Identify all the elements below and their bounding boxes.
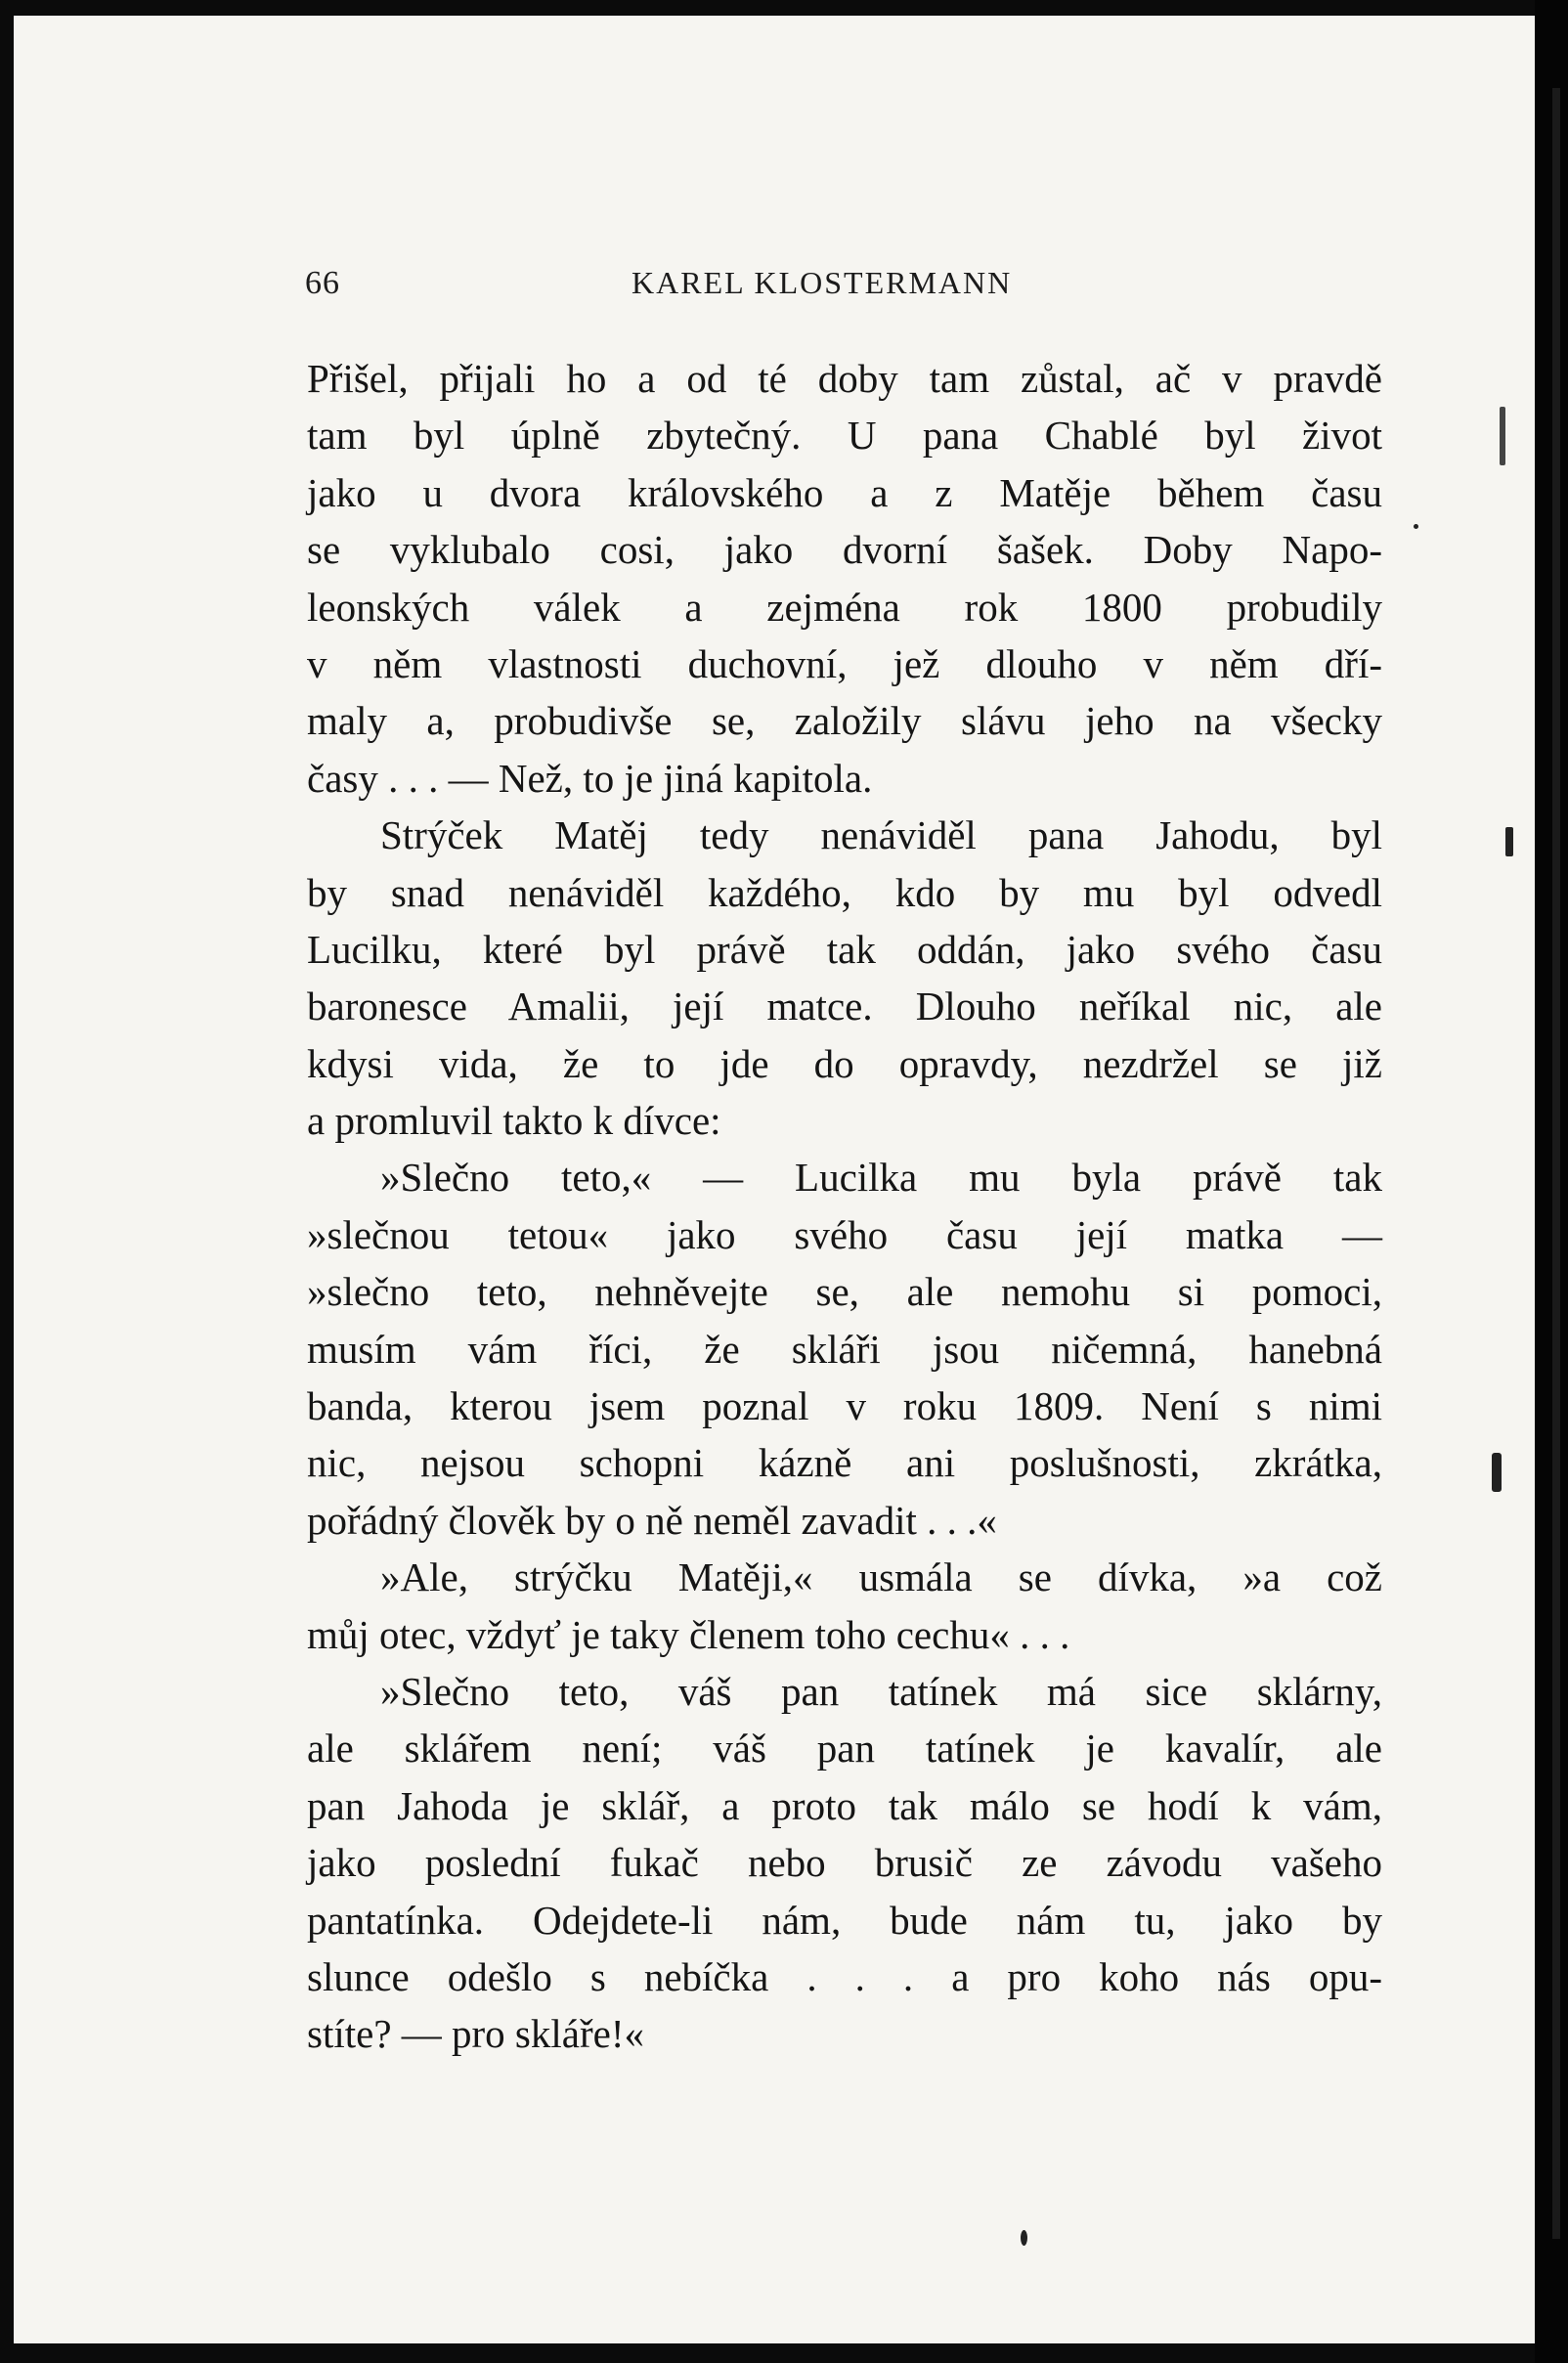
- text-line: pantatínka. Odejdete-li nám, bude nám tu, jako by: [307, 1897, 1382, 1943]
- text-line: pořádný člověk by o ně neměl zavadit . . .«: [307, 1497, 997, 1543]
- page-edge-shadow: [1535, 0, 1568, 2363]
- text-line: pan Jahoda je sklář, a proto tak málo se hodí k vám,: [307, 1782, 1382, 1828]
- page-number: 66: [305, 265, 340, 301]
- text-line: slunce odešlo s nebíčka . . . a pro koho nás opu-: [307, 1953, 1382, 1999]
- text-line: »slečnou tetou« jako svého času její matka —: [307, 1211, 1382, 1257]
- text-line: baronesce Amalii, její matce. Dlouho neříkal nic, ale: [307, 984, 1382, 1029]
- text-line: a promluvil takto k dívce:: [307, 1098, 721, 1144]
- text-line: jako poslední fukač nebo brusič ze závodu vašeho: [307, 1840, 1382, 1886]
- text-line: nic, nejsou schopni kázně ani poslušnosti, zkrátka,: [307, 1440, 1382, 1486]
- text-line: banda, kterou jsem poznal v roku 1809. Není s nimi: [307, 1383, 1382, 1429]
- text-line: Strýček Matěj tedy nenáviděl pana Jahodu, byl: [380, 812, 1382, 858]
- text-line: ale sklářem není; váš pan tatínek je kavalír, ale: [307, 1726, 1382, 1772]
- text-line: tam byl úplně zbytečný. U pana Chablé byl život: [307, 413, 1382, 459]
- text-line: Přišel, přijali ho a od té doby tam zůstal, ač v pravdě: [307, 356, 1382, 401]
- text-line: maly a, probudivše se, založily slávu jeho na všecky: [307, 698, 1382, 744]
- book-page: [14, 16, 1535, 2343]
- body-text: [307, 350, 1382, 2063]
- text-line: leonských válek a zejména rok 1800 probudily: [307, 584, 1382, 630]
- text-line: musím vám říci, že skláři jsou ničemná, hanebná: [307, 1326, 1382, 1372]
- text-line: stíte? — pro skláře!«: [307, 2011, 644, 2057]
- text-line: »Ale, strýčku Matěji,« usmála se dívka, »a což: [380, 1554, 1382, 1600]
- text-line: »Slečno teto, váš pan tatínek má sice sklárny,: [380, 1668, 1382, 1714]
- text-line: se vyklubalo cosi, jako dvorní šašek. Doby Napo-: [307, 527, 1382, 573]
- text-line: »slečno teto, nehněvejte se, ale nemohu si pomoci,: [307, 1269, 1382, 1315]
- text-line: Lucilku, které byl právě tak oddán, jako svého času: [307, 926, 1382, 972]
- text-line: časy . . . — Než, to je jiná kapitola.: [307, 755, 873, 801]
- text-line: »Slečno teto,« — Lucilka mu byla právě tak: [380, 1155, 1382, 1201]
- ink-speck: [1500, 407, 1505, 465]
- ink-speck: [1492, 1453, 1502, 1492]
- ink-speck: [1505, 827, 1513, 856]
- running-head: KAREL KLOSTERMANN: [632, 265, 1013, 300]
- page-edge-line: [1552, 88, 1560, 2239]
- page-header: [287, 265, 1050, 304]
- ink-speck: [1414, 524, 1418, 529]
- text-line: by snad nenáviděl každého, kdo by mu byl odvedl: [307, 869, 1382, 915]
- text-line: jako u dvora královského a z Matěje během času: [307, 469, 1382, 515]
- text-line: kdysi vida, že to jde do opravdy, nezdržel se již: [307, 1040, 1382, 1086]
- text-line: v něm vlastnosti duchovní, jež dlouho v něm dří-: [307, 640, 1382, 686]
- ink-speck: [1021, 2230, 1027, 2246]
- text-line: můj otec, vždyť je taky členem toho cechu« . . .: [307, 1611, 1070, 1657]
